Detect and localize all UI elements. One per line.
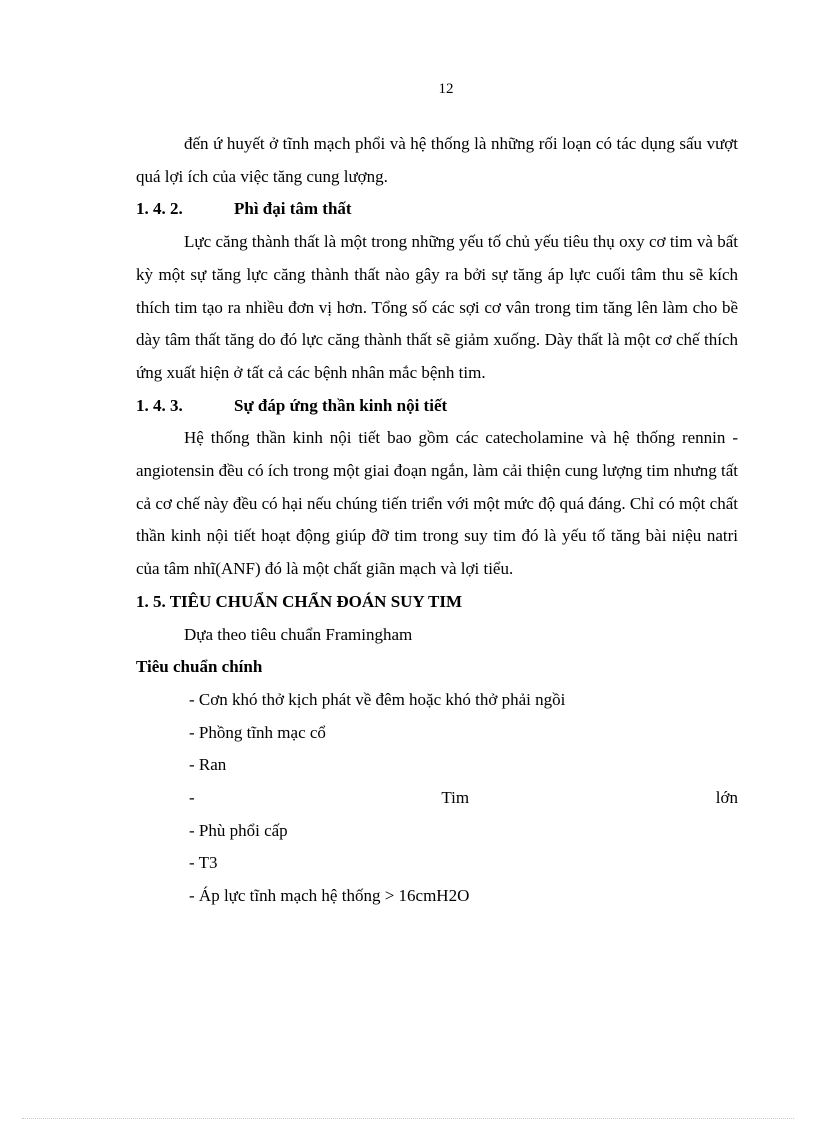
- document-body: [136, 128, 738, 913]
- heading-main-criteria: Tiêu chuẩn chính: [136, 657, 263, 677]
- heading-1-5: 1. 5. TIÊU CHUẨN CHẨN ĐOÁN SUY TIM: [136, 591, 463, 611]
- paragraph-framingham: Dựa theo tiêu chuẩn Framingham: [184, 624, 413, 644]
- heading-1-4-2: [136, 193, 738, 226]
- criteria-item: - T3: [189, 853, 218, 873]
- heading-title: Sự đáp ứng thần kinh nội tiết: [234, 395, 448, 415]
- criteria-item: - Ran: [189, 755, 227, 775]
- criteria-item: - Phù phổi cấp: [189, 820, 288, 840]
- heading-1-4-3: [136, 390, 738, 423]
- paragraph-ventricular-hypertrophy: Lực căng thành thất là một trong những yếu tố chủ yếu tiêu thụ oxy cơ tim và bất kỳ một sự tăng lực căng thành thất nào gây ra bởi sự tăng áp lực cuối tâm thu sẽ kích thích tim tạo ra nhiều đơn vị hơn. Tổng số các sợi cơ vân trong tim tăng lên làm cho bề dày tâm thất tăng do đó lực căng thành thất sẽ giảm xuống. Dày thất là một cơ chế thích ứng xuất hiện ở tất cả các bệnh nhân mắc bệnh tim.: [136, 232, 738, 382]
- criteria-word: lớn: [715, 788, 738, 808]
- criteria-item-justified: [136, 782, 738, 815]
- criteria-word: Tim: [441, 788, 470, 808]
- page-bottom-divider: [22, 1118, 794, 1119]
- criteria-dash: -: [189, 788, 195, 808]
- paragraph-neuroendocrine: Hệ thống thần kinh nội tiết bao gồm các catecholamine và hệ thống rennin - angiotensin đều có ích trong một giai đoạn ngắn, làm cải thiện cung lượng tim nhưng tất cả cơ chế này đều có hại nếu chúng tiến triển với một mức độ quá đáng. Chỉ có một chất thần kinh nội tiết hoạt động giúp đỡ tim trong suy tim đó là yếu tố tăng bài niệu natri của tâm nhĩ(ANF) đó là một chất giãn mạch và lợi tiểu.: [136, 428, 738, 579]
- criteria-item: - Cơn khó thở kịch phát về đêm hoặc khó thở phải ngồi: [189, 689, 566, 709]
- criteria-item: - Phồng tĩnh mạc cổ: [189, 722, 326, 742]
- heading-number: 1. 4. 3.: [136, 395, 183, 415]
- page-number: 12: [438, 81, 454, 97]
- heading-title: Phì đại tâm thất: [234, 199, 352, 219]
- criteria-item: - Áp lực tĩnh mạch hệ thống > 16cmH2O: [189, 886, 470, 906]
- paragraph-continuation: đến ứ huyết ở tĩnh mạch phổi và hệ thống là những rối loạn có tác dụng sấu vượt quá lợi ích của việc tăng cung lượng.: [136, 134, 738, 186]
- heading-number: 1. 4. 2.: [136, 199, 183, 219]
